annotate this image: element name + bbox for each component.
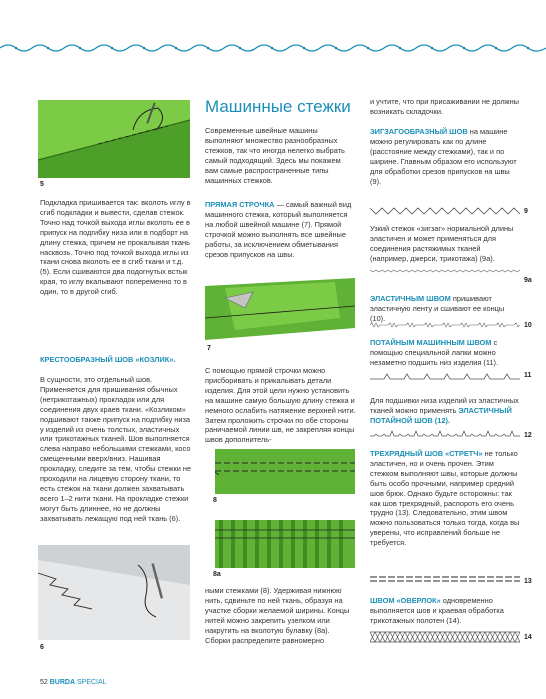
col3-hidden [370,338,520,368]
figure-6-illustration [38,545,190,640]
col2-intro: Современные швейные машины выполняют множество разнообразных стежков, так что иногда нелегко выбрать самый подходящий. Здесь мы покажем вам самые распространенные типы машинных стежков. [205,126,345,185]
figure-8-photo [215,449,355,494]
figure-13-label: 13 [524,578,532,585]
figure-7-illustration [205,278,355,340]
figure-7-label: 7 [207,345,211,352]
col2-gather-paragraph: С помощью прямой строчки можно присборивать и прикалывать детали изделия. Для этой цели нужно установить на машине самую большую длину стежка и немного ослабить натяжение верхней нити. Затем проложить строчки по обе стороны раничаемой линии шв, не закрепляя концы швов дополнитель- [205,366,356,445]
figure-9a-label: 9a [524,277,532,284]
footer-special: SPECIAL [76,679,107,686]
col2-straight-stitch [205,200,355,259]
top-stitch-border [0,40,546,56]
figure-6-label: 6 [40,644,44,651]
figure-14-label: 14 [524,634,532,641]
stitch-sample-14 [370,630,520,644]
col3-paragraph-0: и учтите, что при присаживании не должны возникать складочки. [370,97,519,116]
col3-overlock [370,596,520,626]
col3-knit [370,396,520,426]
page-number: 52 [40,679,48,686]
stretch-heading: ТРЕХРЯДНЫЙ ШОВ «СТРЕТЧ» [370,449,483,458]
stretch-text: не только эластичен, но и очень прочен. Этим стежком выполняют швы, которые должны быть особо прочными, например средний шов брюк. Однако будьте осторожны: так как шов трехрядный, распороть его очень трудно (13). Следовательно, этим швом можно пользоваться только тогда, когда вы уверены, что исправлений больше не требуется. [370,449,520,548]
hidden-stitch-text: с помощью специальной лапки можно незаметно подшить низ изделия (11). [370,338,499,367]
col3-zigzag-narrow: Узкий стежок «зигзаг» нормальной длины эластичен и может применяться для соединения растяжимых тканей (например, джерси, трикотажа) (9а). [370,224,514,263]
col2-gather-paragraph-2: ными стежками (8). Удерживая нижнюю нить, сдвиньте по ней ткань, образуя на участке сборки желаемой ширины. Концы нитей можно закрепить узелком или накрутить на вколотую булавку (8а). Сборки распределите равномерно [205,586,350,645]
figure-5-photo [38,100,190,178]
figure-8a-photo [215,516,355,568]
figure-12-label: 12 [524,432,532,439]
knit-text: Для подшивки низа изделий из эластичных тканей можно применять [370,396,519,415]
stitch-sample-10 [370,320,520,330]
footer-brand: BURDA [49,679,76,686]
elastic-heading: ЭЛАСТИЧНЫМ ШВОМ [370,294,451,303]
straight-stitch-text: — самый важный вид машинного стежка, который выполняется на любой швейной машине (7). Прямой строчкой можно выполнять все швейные работы, за исключением обметывания срезов припусков на швы. [205,200,352,259]
figure-6-photo [38,545,190,640]
col3-zigzag [370,127,520,186]
col1-paragraph-1: Подкладка пришивается так: вколоть иглу в сгиб подкладки и вывести, сделав стежок. Точно над точкой выхода иглы вколоть ее в припуск на подгибку низа или в подборт на длину стежка, причем не прокалывая ткань насквозь. Точно под точкой выхода иглы из ткани снова вколоть ее в сгиб ткани и т.д. (5). Если сшиваются два подогнутых встык края, то иглу вкалывают попеременно то в один, то в другой сгиб. [40,198,191,297]
overlock-text: одновременно выполняется шов и краевая обработка трикотажных полотен (14). [370,596,504,625]
col1-paragraph-2: В сущности, это отдельный шов. Применяется для пришивания обычных (нетрикотажных) прокладок или для соединения двух краев ткани. «Козликом» подшивают также припуск на подгибку низа у изделий из очень толстых, эластичных или трикотажных тканей. Шов выполняется слева направо небольшими стежками, косо смещенными вверх/вниз. Нашивая прокладку, следите за тем, чтобы стежки не проходили на лицевую сторону ткани, то есть стежок на ткани должен захватывать всего 1–2 нити ткани. На прокладке стежки могут быть длиннее, но не должны захватывать лежащую под ней ткань (6). [40,375,192,523]
figure-8-label: 8 [213,497,217,504]
zigzag-heading: ЗИГЗАГООБРАЗНЫЙ ШОВ [370,127,468,136]
stitch-sample-9 [370,206,520,216]
straight-stitch-heading: ПРЯМАЯ СТРОЧКА [205,200,275,209]
col1-heading-kozlik: КРЕСТООБРАЗНЫЙ ШОВ «КОЗЛИК». [40,355,176,364]
page-footer [40,679,107,686]
stitch-sample-12 [370,429,520,439]
figure-8a-label: 8a [213,571,221,578]
hidden-stitch-heading: ПОТАЙНЫМ МАШИННЫМ ШВОМ [370,338,492,347]
overlock-heading: ШВОМ «ОВЕРЛОК» [370,596,441,605]
page-title: Машинные стежки [205,97,351,116]
knit-heading: ЭЛАСТИЧНЫЙ ПОТАЙНОЙ ШОВ (12). [370,405,512,425]
figure-5-label: 5 [40,181,44,188]
figure-10-label: 10 [524,322,532,329]
figure-8-illustration [215,449,355,494]
figure-5-illustration [38,100,190,178]
figure-11-label: 11 [524,372,532,379]
zigzag-text: на машине можно регулировать как по длине (расстояние между стежками), так и по ширине. Главным образом его используют для обработки срезов припусков на швы (9). [370,127,517,186]
figure-8a-illustration [215,516,355,568]
elastic-text: пришивают эластичную ленту и сшивают ее концы (10). [370,294,505,323]
figure-7-photo [205,278,355,340]
stitch-sample-11 [370,372,520,382]
col3-stretch [370,449,520,548]
stitch-sample-13 [370,574,520,584]
figure-9-label: 9 [524,208,528,215]
stitch-sample-9a [370,266,520,276]
